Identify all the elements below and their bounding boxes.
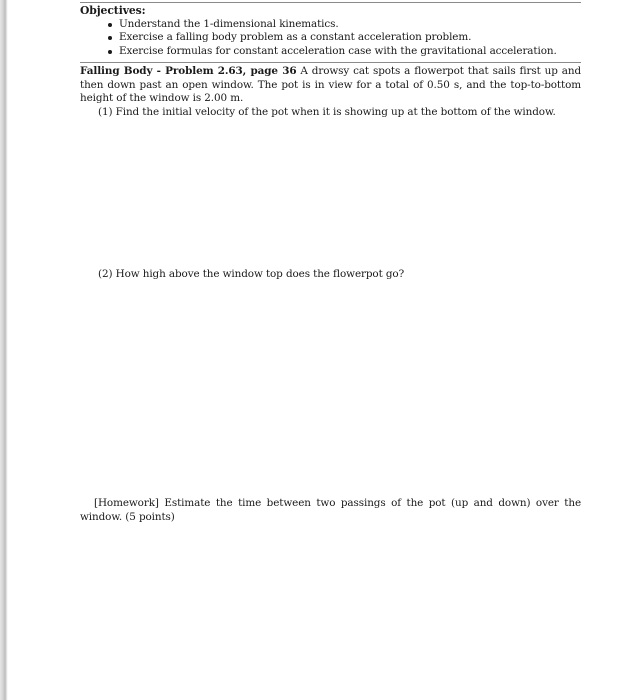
objective-text: Exercise formulas for constant acceleration case with the gravitational acceleration. (119, 45, 557, 57)
problem-body: A drowsy cat spots a flowerpot that sails first up and then down past an open window. The pot is in view for a total of 0.50 s, and the top-to-bottom height of the window is 2.00 m. (80, 65, 581, 105)
top-rule (80, 2, 581, 3)
objective-item (108, 31, 471, 45)
objectives-heading: Objectives: (80, 4, 146, 17)
problem-title: Falling Body - Problem 2.63, page 36 (80, 65, 297, 77)
problem-statement (80, 65, 581, 106)
objective-text: Exercise a falling body problem as a constant acceleration problem. (119, 31, 472, 43)
objective-text: Understand the 1-dimensional kinematics. (119, 18, 339, 30)
question-1: (1) Find the initial velocity of the pot when it is showing up at the bottom of the window. (98, 106, 556, 118)
bullet-icon (108, 23, 112, 27)
bullet-icon (108, 36, 112, 40)
bullet-icon (108, 50, 112, 54)
homework-task: [Homework] Estimate the time between two passings of the pot (up and down) over the window. (5 points) (80, 497, 581, 523)
objective-item (108, 18, 339, 32)
objective-item (108, 45, 557, 59)
question-2: (2) How high above the window top does the flowerpot go? (98, 268, 405, 280)
section-rule (80, 62, 581, 63)
page-edge-shadow (0, 0, 8, 700)
